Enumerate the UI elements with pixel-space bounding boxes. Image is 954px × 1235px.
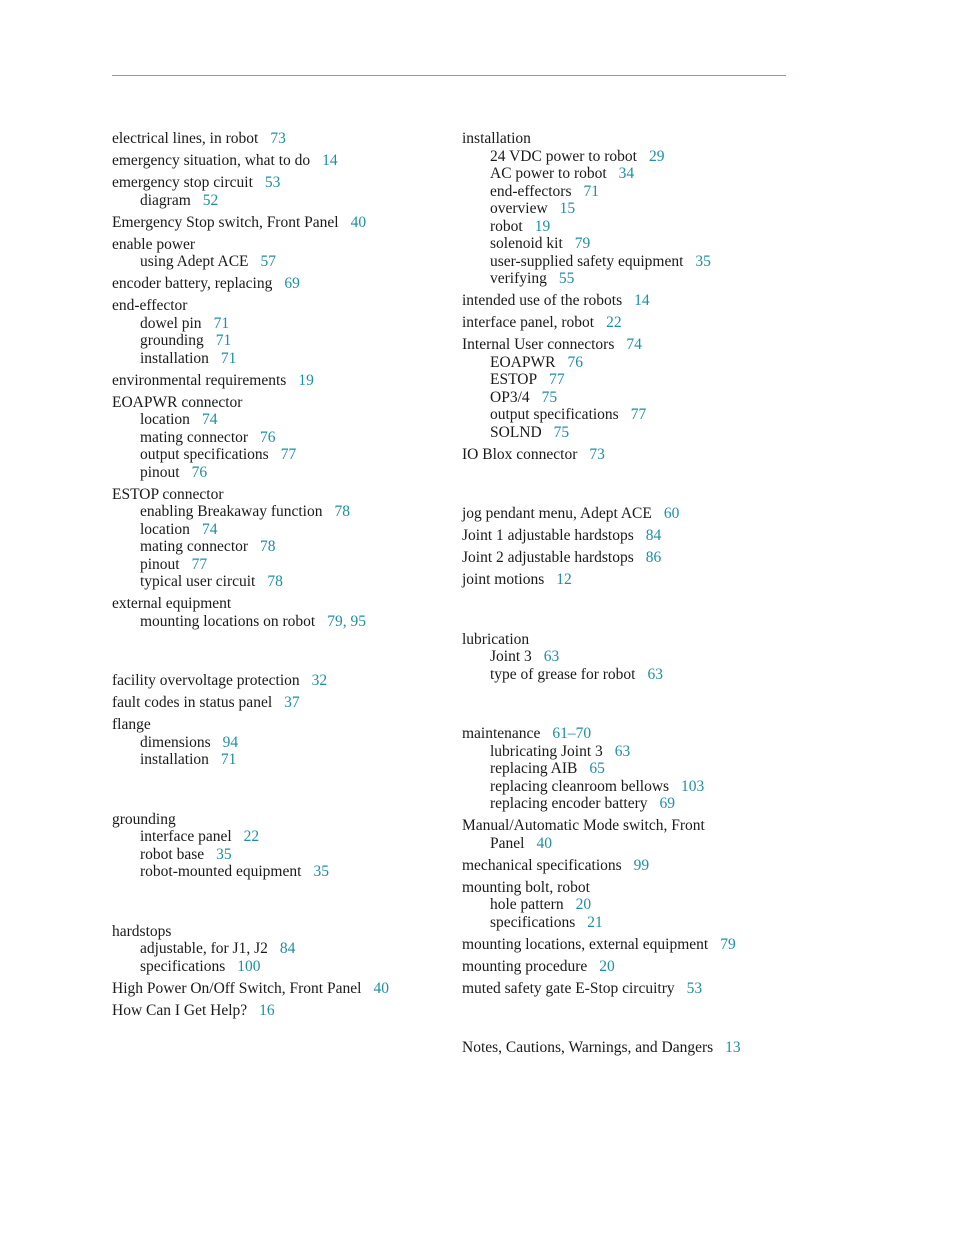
index-term: ESTOP (490, 371, 538, 388)
page-reference-link[interactable]: 22 (606, 314, 622, 331)
page-reference-link[interactable]: 71 (215, 332, 232, 349)
index-entry (112, 275, 442, 293)
index-subentry (112, 464, 442, 482)
index-entry (112, 214, 442, 232)
index-entry (462, 817, 792, 835)
page-reference-link[interactable]: 13 (725, 1039, 741, 1056)
page-reference-link[interactable]: 21 (587, 913, 603, 931)
index-subentry (462, 424, 792, 442)
index-subentry (112, 846, 442, 864)
index-subentry (462, 165, 792, 183)
index-subentry (462, 270, 792, 288)
index-term: Joint 1 adjustable hardstops (462, 527, 634, 544)
index-entry (112, 486, 442, 504)
page-reference-link[interactable]: 15 (559, 200, 576, 217)
index-entry (462, 505, 792, 523)
index-subentry (462, 795, 792, 813)
index-subentry (112, 828, 442, 846)
page-reference-link[interactable]: 73 (589, 445, 605, 463)
index-term: muted safety gate E-Stop circuitry (462, 979, 675, 997)
page-reference-link[interactable]: 103 (681, 777, 705, 795)
index-entry (112, 694, 442, 712)
page-reference-link[interactable]: 76 (567, 353, 583, 371)
index-term: end-effectors (490, 182, 572, 200)
index-term: Emergency Stop switch, Front Panel (112, 213, 339, 231)
index-entry (462, 725, 792, 743)
index-subentry (112, 315, 442, 333)
index-term: mating connector (140, 428, 249, 446)
page-reference-link[interactable]: 71 (220, 349, 237, 367)
page-reference-link[interactable]: 75 (553, 423, 570, 441)
index-term: output specifications (140, 446, 269, 463)
index-entry (462, 958, 792, 976)
page-reference-link[interactable]: 16 (259, 1001, 275, 1019)
index-subentry (112, 613, 442, 631)
index-term: Panel (490, 834, 525, 852)
index-entry (462, 292, 792, 310)
page-reference-link[interactable]: 53 (686, 979, 703, 997)
index-term: Joint 2 adjustable hardstops (462, 549, 634, 566)
index-subentry (462, 835, 792, 853)
page-reference-link[interactable]: 57 (260, 253, 277, 270)
index-term: hole pattern (490, 896, 564, 913)
index-entry (462, 130, 792, 148)
index-subentry (462, 648, 792, 666)
index-subentry (462, 235, 792, 253)
page-reference-link[interactable]: 37 (284, 694, 300, 711)
page-reference-link[interactable]: 74 (201, 520, 218, 538)
index-term: environmental requirements (112, 371, 287, 389)
index-term: ESTOP connector (112, 485, 224, 503)
page-reference-link[interactable]: 78 (267, 573, 283, 590)
page-reference-link[interactable]: 20 (599, 957, 615, 975)
index-term: adjustable, for J1, J2 (140, 940, 268, 957)
index-subentry (112, 446, 442, 464)
index-entry (462, 446, 792, 464)
index-subentry (112, 411, 442, 429)
header-rule (112, 75, 786, 76)
index-term: output specifications (490, 406, 619, 423)
index-term: jog pendant menu, Adept ACE (462, 505, 652, 522)
index-subentry (112, 556, 442, 574)
index-subentry (462, 666, 792, 684)
index-term: joint motions (462, 571, 545, 588)
index-column-left (112, 130, 442, 1019)
index-term: lubricating Joint 3 (490, 742, 603, 760)
page-reference-link[interactable]: 76 (191, 463, 208, 481)
index-entry (112, 174, 442, 192)
page-reference-link[interactable]: 32 (311, 672, 328, 689)
page-reference-link[interactable]: 19 (534, 217, 551, 235)
index-term: typical user circuit (140, 573, 256, 590)
index-entry (112, 980, 442, 998)
index-subentry (112, 734, 442, 752)
index-term: Joint 3 (490, 648, 532, 665)
index-term: 24 VDC power to robot (490, 147, 637, 165)
index-term: diagram (140, 191, 191, 209)
index-term: encoder battery, replacing (112, 275, 273, 292)
index-term: overview (490, 200, 548, 217)
index-entry (462, 571, 792, 589)
index-subentry (462, 760, 792, 778)
page-reference-link[interactable]: 63 (614, 742, 631, 760)
index-subentry (112, 429, 442, 447)
index-term: location (140, 411, 190, 428)
index-term: emergency situation, what to do (112, 152, 311, 169)
page-reference-link[interactable]: 40 (350, 213, 367, 231)
index-subentry (462, 148, 792, 166)
index-entry (112, 716, 442, 734)
index-term: interface panel, robot (462, 314, 595, 331)
index-term: Notes, Cautions, Warnings, and Dangers (462, 1039, 714, 1056)
index-subentry (462, 778, 792, 796)
index-term: location (140, 520, 190, 538)
index-term: installation (140, 349, 209, 367)
index-entry (112, 923, 442, 941)
index-term: mounting locations on robot (140, 612, 316, 630)
index-term: emergency stop circuit (112, 174, 253, 191)
page-reference-link[interactable]: 77 (280, 446, 297, 463)
index-term: enabling Breakaway function (140, 503, 323, 520)
page-reference-link[interactable]: 84 (645, 527, 662, 544)
page-reference-link[interactable]: 63 (647, 665, 663, 683)
index-term: grounding (140, 332, 204, 349)
index-subentry (112, 573, 442, 591)
index-term: installation (140, 751, 209, 768)
page-reference-link[interactable]: 35 (216, 845, 232, 863)
index-term: dimensions (140, 733, 211, 751)
page-reference-link[interactable]: 71 (213, 314, 230, 332)
index-term: mounting procedure (462, 957, 588, 975)
index-subentry (112, 192, 442, 210)
index-subentry (462, 354, 792, 372)
page-reference-link[interactable]: 34 (618, 165, 635, 182)
index-subentry (462, 896, 792, 914)
page-reference-link[interactable]: 79, 95 (327, 612, 366, 630)
index-subentry (462, 218, 792, 236)
index-term: EOAPWR connector (112, 393, 243, 411)
index-entry (462, 857, 792, 875)
page-reference-link[interactable]: 79 (574, 235, 591, 252)
index-subentry (112, 350, 442, 368)
index-term: EOAPWR (490, 353, 556, 371)
page-reference-link[interactable]: 14 (634, 292, 650, 309)
index-term: installation (462, 130, 531, 147)
page-reference-link[interactable]: 94 (222, 733, 239, 751)
page-reference-link[interactable]: 78 (260, 538, 276, 555)
page-reference-link[interactable]: 86 (645, 549, 662, 566)
index-term: pinout (140, 555, 180, 573)
page-reference-link[interactable]: 65 (589, 760, 605, 777)
page-reference-link[interactable]: 19 (298, 371, 314, 389)
index-term: end-effector (112, 297, 188, 314)
index-subentry (112, 521, 442, 539)
page-reference-link[interactable]: 20 (575, 896, 592, 913)
index-entry (112, 811, 442, 829)
page-reference-link[interactable]: 73 (270, 130, 286, 147)
index-subentry (112, 863, 442, 881)
index-term: mechanical specifications (462, 856, 622, 874)
index-term: High Power On/Off Switch, Front Panel (112, 979, 362, 997)
page-reference-link[interactable]: 60 (663, 505, 680, 522)
index-term: robot (490, 217, 523, 235)
page-reference-link[interactable]: 69 (659, 795, 675, 812)
index-term: maintenance (462, 725, 541, 742)
page-reference-link[interactable]: 79 (720, 935, 736, 953)
page-reference-link[interactable]: 12 (556, 571, 572, 588)
index-term: verifying (490, 270, 547, 287)
page-reference-link[interactable]: 75 (541, 388, 558, 406)
index-term: replacing AIB (490, 760, 578, 777)
page-reference-link[interactable]: 55 (558, 270, 575, 287)
index-term: flange (112, 716, 151, 733)
index-term: solenoid kit (490, 235, 563, 252)
index-term: robot-mounted equipment (140, 863, 302, 880)
index-term: pinout (140, 463, 180, 481)
index-term: user-supplied safety equipment (490, 252, 684, 270)
page-reference-link[interactable]: 84 (279, 940, 296, 957)
index-entry (462, 527, 792, 545)
page-reference-link[interactable]: 53 (264, 174, 281, 191)
index-subentry (112, 940, 442, 958)
index-entry (462, 631, 792, 649)
index-term: type of grease for robot (490, 665, 636, 683)
page-reference-link[interactable]: 100 (237, 957, 261, 975)
page-reference-link[interactable]: 40 (536, 834, 552, 852)
index-term: external equipment (112, 595, 232, 612)
index-subentry (112, 253, 442, 271)
page-reference-link[interactable]: 29 (648, 147, 665, 165)
index-subentry (462, 183, 792, 201)
page-reference-link[interactable]: 77 (549, 371, 565, 388)
page-reference-link[interactable]: 77 (630, 406, 647, 423)
index-subentry (462, 406, 792, 424)
index-entry (112, 595, 442, 613)
index-subentry (462, 743, 792, 761)
index-subentry (462, 200, 792, 218)
index-term: hardstops (112, 922, 172, 940)
index-term: specifications (140, 957, 226, 975)
page-reference-link[interactable]: 69 (284, 275, 300, 292)
index-subentry (462, 253, 792, 271)
index-term: electrical lines, in robot (112, 130, 259, 147)
index-term: robot base (140, 845, 205, 863)
page-reference-link[interactable]: 40 (373, 979, 389, 997)
index-term: dowel pin (140, 314, 202, 332)
index-term: lubrication (462, 630, 530, 648)
index-subentry (462, 371, 792, 389)
index-entry (462, 879, 792, 897)
index-term: replacing cleanroom bellows (490, 777, 670, 795)
index-entry (112, 297, 442, 315)
index-subentry (112, 751, 442, 769)
page-reference-link[interactable]: 99 (633, 856, 650, 874)
index-entry (462, 1039, 792, 1057)
page-reference-link[interactable]: 35 (695, 252, 711, 270)
index-term: IO Blox connector (462, 445, 578, 463)
index-term: replacing encoder battery (490, 795, 648, 812)
index-subentry (112, 503, 442, 521)
index-term: using Adept ACE (140, 253, 249, 270)
index-entry (462, 549, 792, 567)
index-subentry (462, 914, 792, 932)
index-term: Internal User connectors (462, 336, 615, 353)
index-term: specifications (490, 913, 576, 931)
index-term: Manual/Automatic Mode switch, Front (462, 817, 705, 834)
index-entry (112, 672, 442, 690)
index-entry (462, 936, 792, 954)
page-reference-link[interactable]: 74 (201, 411, 218, 428)
index-subentry (462, 389, 792, 407)
index-entry (112, 394, 442, 412)
page-reference-link[interactable]: 77 (191, 555, 208, 573)
page-reference-link[interactable]: 22 (243, 828, 260, 845)
page-reference-link[interactable]: 78 (334, 503, 350, 520)
page-reference-link[interactable]: 71 (583, 182, 599, 200)
index-entry (462, 336, 792, 354)
page-reference-link[interactable]: 63 (543, 648, 560, 665)
index-entry (112, 130, 442, 148)
index-entry (462, 314, 792, 332)
page-reference-link[interactable]: 76 (260, 428, 276, 446)
index-subentry (112, 332, 442, 350)
index-term: SOLND (490, 423, 542, 441)
index-term: mating connector (140, 538, 249, 555)
index-term: OP3/4 (490, 388, 530, 406)
index-term: interface panel (140, 828, 232, 845)
index-term: AC power to robot (490, 165, 607, 182)
index-column-right (462, 130, 792, 1057)
page-reference-link[interactable]: 52 (202, 191, 219, 209)
index-term: enable power (112, 235, 196, 253)
index-term: intended use of the robots (462, 292, 623, 309)
page-reference-link[interactable]: 35 (313, 863, 329, 880)
index-entry (112, 236, 442, 254)
index-subentry (112, 958, 442, 976)
index-entry (112, 152, 442, 170)
index-term: grounding (112, 810, 176, 828)
index-entry (112, 372, 442, 390)
index-term: facility overvoltage protection (112, 672, 300, 689)
page-reference-link[interactable]: 71 (220, 751, 237, 768)
index-term: mounting locations, external equipment (462, 935, 709, 953)
index-term: mounting bolt, robot (462, 878, 590, 896)
page-reference-link[interactable]: 61–70 (552, 725, 592, 742)
index-entry (462, 980, 792, 998)
index-subentry (112, 538, 442, 556)
page-reference-link[interactable]: 14 (322, 152, 338, 169)
index-term: fault codes in status panel (112, 694, 273, 711)
page-reference-link[interactable]: 74 (626, 336, 642, 353)
index-term: How Can I Get Help? (112, 1001, 248, 1019)
index-entry (112, 1002, 442, 1020)
